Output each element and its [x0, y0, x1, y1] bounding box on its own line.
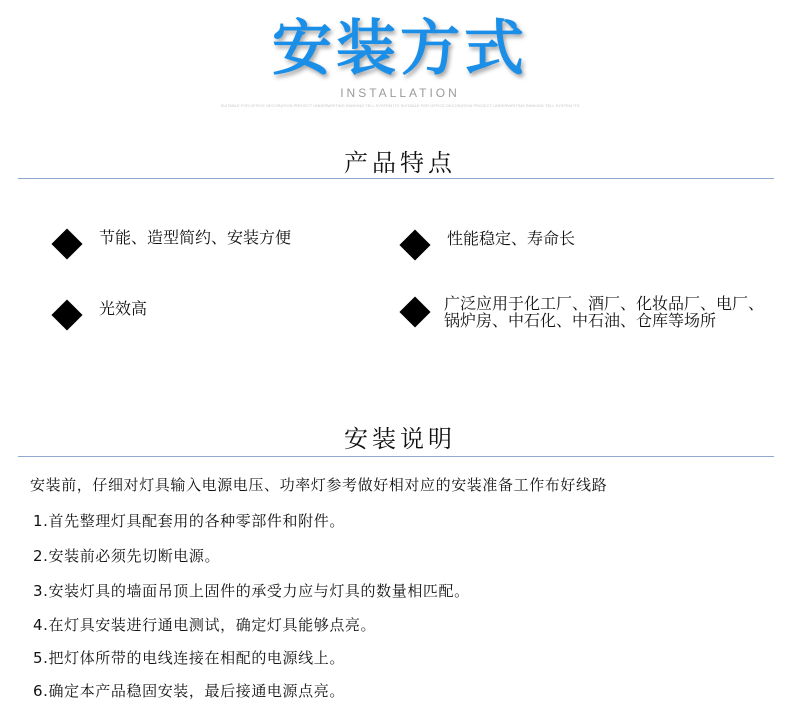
banner-fine-print: SUITABLE FOR OFFICE DECORATION PROJECT UNDERWRITING RANKING TELL SYSTEM ITS SUITABLE FOR OFFICE DECORATION PROJECT UNDERWRITING RANKING TELL SYSTEM ITS	[220, 103, 580, 108]
feature-text: 广泛应用于化工厂、酒厂、化妆品厂、电厂、 锅炉房、中石化、中石油、仓库等场所	[444, 294, 765, 330]
feature-item	[56, 229, 291, 255]
install-step: 6.确定本产品稳固安装，最后接通电源点亮。	[33, 682, 345, 700]
features-heading: 产品特点	[344, 149, 456, 177]
diamond-bullet-icon	[51, 299, 82, 330]
feature-item	[404, 295, 764, 329]
feature-text: 光效高	[99, 299, 148, 318]
install-divider	[18, 456, 774, 457]
banner-subtitle: INSTALLATION	[340, 86, 460, 100]
diamond-bullet-icon	[51, 228, 82, 259]
feature-text: 性能稳定、寿命长	[447, 229, 576, 248]
features-divider	[18, 178, 774, 179]
install-step: 5.把灯体所带的电线连接在相配的电源线上。	[33, 649, 345, 667]
feature-item	[404, 230, 575, 256]
banner-title: 安装方式	[272, 14, 528, 84]
feature-text: 节能、造型简约、安装方便	[99, 228, 292, 247]
install-step: 2.安装前必须先切断电源。	[33, 547, 221, 565]
install-heading: 安装说明	[344, 425, 456, 453]
feature-item	[56, 300, 147, 326]
install-step: 4.在灯具安装进行通电测试，确定灯具能够点亮。	[33, 616, 377, 634]
diamond-bullet-icon	[399, 296, 430, 327]
diamond-bullet-icon	[399, 229, 430, 260]
install-step: 3.安装灯具的墙面吊顶上固件的承受力应与灯具的数量相匹配。	[33, 582, 470, 600]
install-step: 1.首先整理灯具配套用的各种零部件和附件。	[33, 512, 345, 530]
install-intro: 安装前，仔细对灯具输入电源电压、功率灯参考做好相对应的安装准备工作布好线路	[30, 476, 608, 494]
